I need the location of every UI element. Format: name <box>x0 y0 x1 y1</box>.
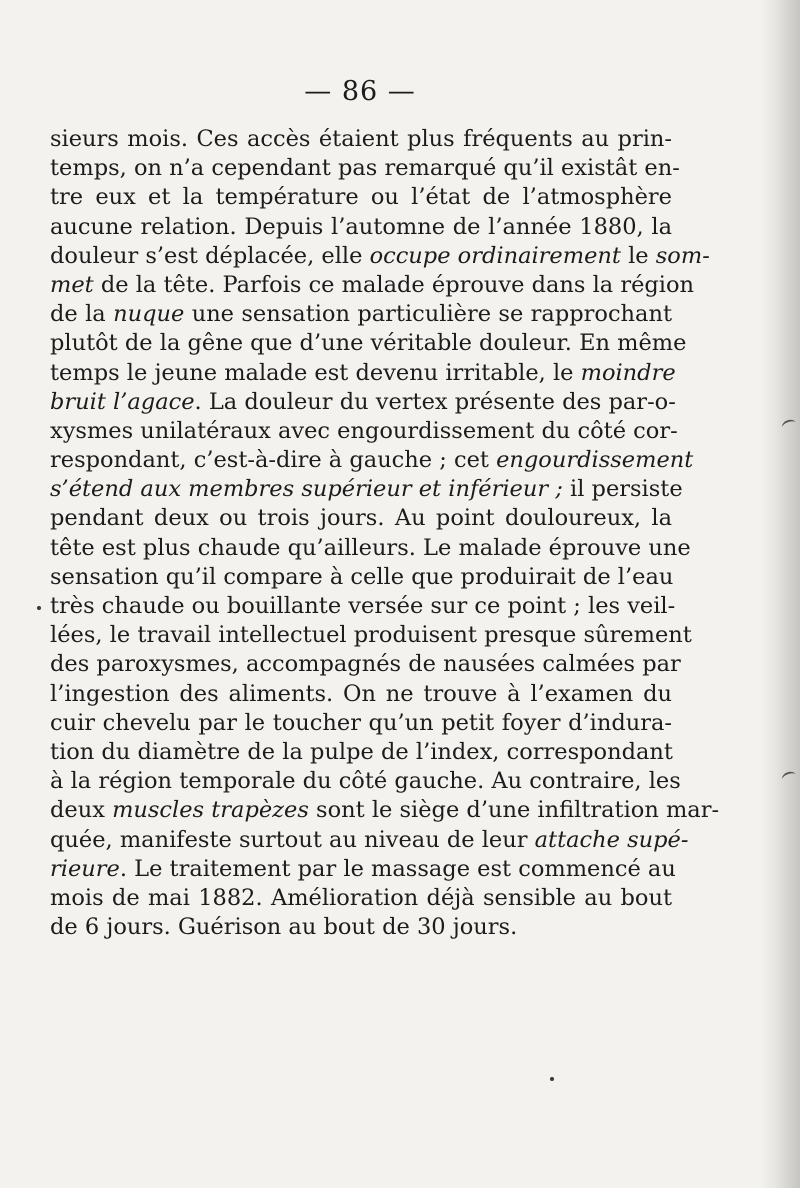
italic-text: som- <box>655 242 710 269</box>
text-line <box>50 709 672 738</box>
text-run: xysmes unilatéraux avec engourdissement du côté cor- <box>50 417 678 444</box>
text-line <box>50 855 676 884</box>
page-number: — 86 — <box>304 76 416 107</box>
text-run: sensation qu’il compare à celle que produirait de l’eau <box>50 563 674 590</box>
text-run: aucune relation. Depuis l’automne de l’année 1880, la <box>50 213 672 240</box>
ink-speck <box>37 606 41 610</box>
text-line <box>50 154 680 183</box>
text-line <box>50 884 672 913</box>
text-line <box>50 125 672 154</box>
text-run: à la région temporale du côté gauche. Au contraire, les <box>50 768 681 795</box>
text-line <box>50 913 672 942</box>
text-run: sont le siège d’une infiltration mar- <box>308 797 720 824</box>
edge-mark <box>781 770 798 784</box>
text-run: cuir chevelu par le toucher qu’un petit foyer d’indura- <box>50 709 672 736</box>
text-line <box>50 680 672 709</box>
text-line <box>50 446 694 475</box>
text-run: pendant deux ou trois jours. Au point douloureux, la <box>50 505 672 532</box>
text-run: . La douleur du vertex présente des par-o- <box>194 388 676 415</box>
text-run: une sensation particulière se rapprochant <box>184 301 672 328</box>
text-run: mois de mai 1882. Amélioration déjà sensible au bout <box>50 884 672 911</box>
text-line <box>50 300 672 329</box>
italic-text: s’étend aux membres supérieur et inférieur ; <box>50 476 563 503</box>
text-run: plutôt de la gêne que d’une véritable douleur. En même <box>50 330 687 357</box>
text-run: de la tête. Parfois ce malade éprouve dans la région <box>93 271 695 298</box>
text-run: deux <box>50 797 113 824</box>
body-paragraph <box>50 125 720 942</box>
text-run: tion du diamètre de la pulpe de l’index, correspondant <box>50 738 673 765</box>
text-line <box>50 621 692 650</box>
text-line <box>50 417 678 446</box>
text-line <box>50 534 691 563</box>
italic-text: engourdissement <box>496 447 694 474</box>
text-run: lées, le travail intellectuel produisent presque sûrement <box>50 622 692 649</box>
italic-text: moindre <box>580 359 676 386</box>
text-line <box>50 183 672 212</box>
text-run: temps, on n’a cependant pas remarqué qu’il existât en- <box>50 155 680 182</box>
italic-text: nuque <box>113 301 185 328</box>
text-line <box>50 592 676 621</box>
text-run: tre eux et la température ou l’état de l’atmosphère <box>50 184 672 211</box>
text-line <box>50 796 720 825</box>
italic-text: rieure <box>50 855 120 882</box>
text-run: le <box>620 242 656 269</box>
italic-text: muscles trapèzes <box>112 797 309 824</box>
text-run: très chaude ou bouillante versée sur ce point ; les veil- <box>50 593 676 619</box>
italic-text: attache supé- <box>534 826 689 853</box>
text-run: il persiste <box>562 476 683 503</box>
text-line <box>50 504 672 533</box>
text-run: l’ingestion des aliments. On ne trouve à l’examen du <box>50 680 672 707</box>
text-line <box>50 388 676 417</box>
text-line <box>50 738 672 767</box>
text-run: tête est plus chaude qu’ailleurs. Le malade éprouve une <box>50 534 691 561</box>
text-line <box>50 213 672 242</box>
text-run: temps le jeune malade est devenu irritable, le <box>50 359 581 386</box>
text-line <box>50 563 672 592</box>
italic-text: occupe ordinairement <box>369 242 621 269</box>
text-line <box>50 329 687 358</box>
text-run: de 6 jours. Guérison au bout de 30 jours. <box>50 914 518 941</box>
text-run: sieurs mois. Ces accès étaient plus fréquents au prin- <box>50 126 672 152</box>
italic-text: bruit l’agace <box>50 388 195 415</box>
text-run: quée, manifeste surtout au niveau de leur <box>50 826 535 853</box>
text-run: douleur s’est déplacée, elle <box>50 242 370 269</box>
text-run: . Le traitement par le massage est commencé au <box>119 855 676 882</box>
text-line <box>50 475 683 504</box>
text-line <box>50 271 695 300</box>
text-run: des paroxysmes, accompagnés de nausées calmées par <box>50 651 681 678</box>
text-line <box>50 359 676 388</box>
text-line <box>50 826 689 855</box>
text-run: de la <box>50 301 114 328</box>
ink-speck <box>550 1077 554 1081</box>
text-line <box>50 242 710 271</box>
edge-mark <box>781 418 798 432</box>
text-line <box>50 650 681 679</box>
text-run: respondant, c’est-à-dire à gauche ; cet <box>50 447 497 474</box>
italic-text: met <box>50 271 94 298</box>
text-line <box>50 767 681 796</box>
